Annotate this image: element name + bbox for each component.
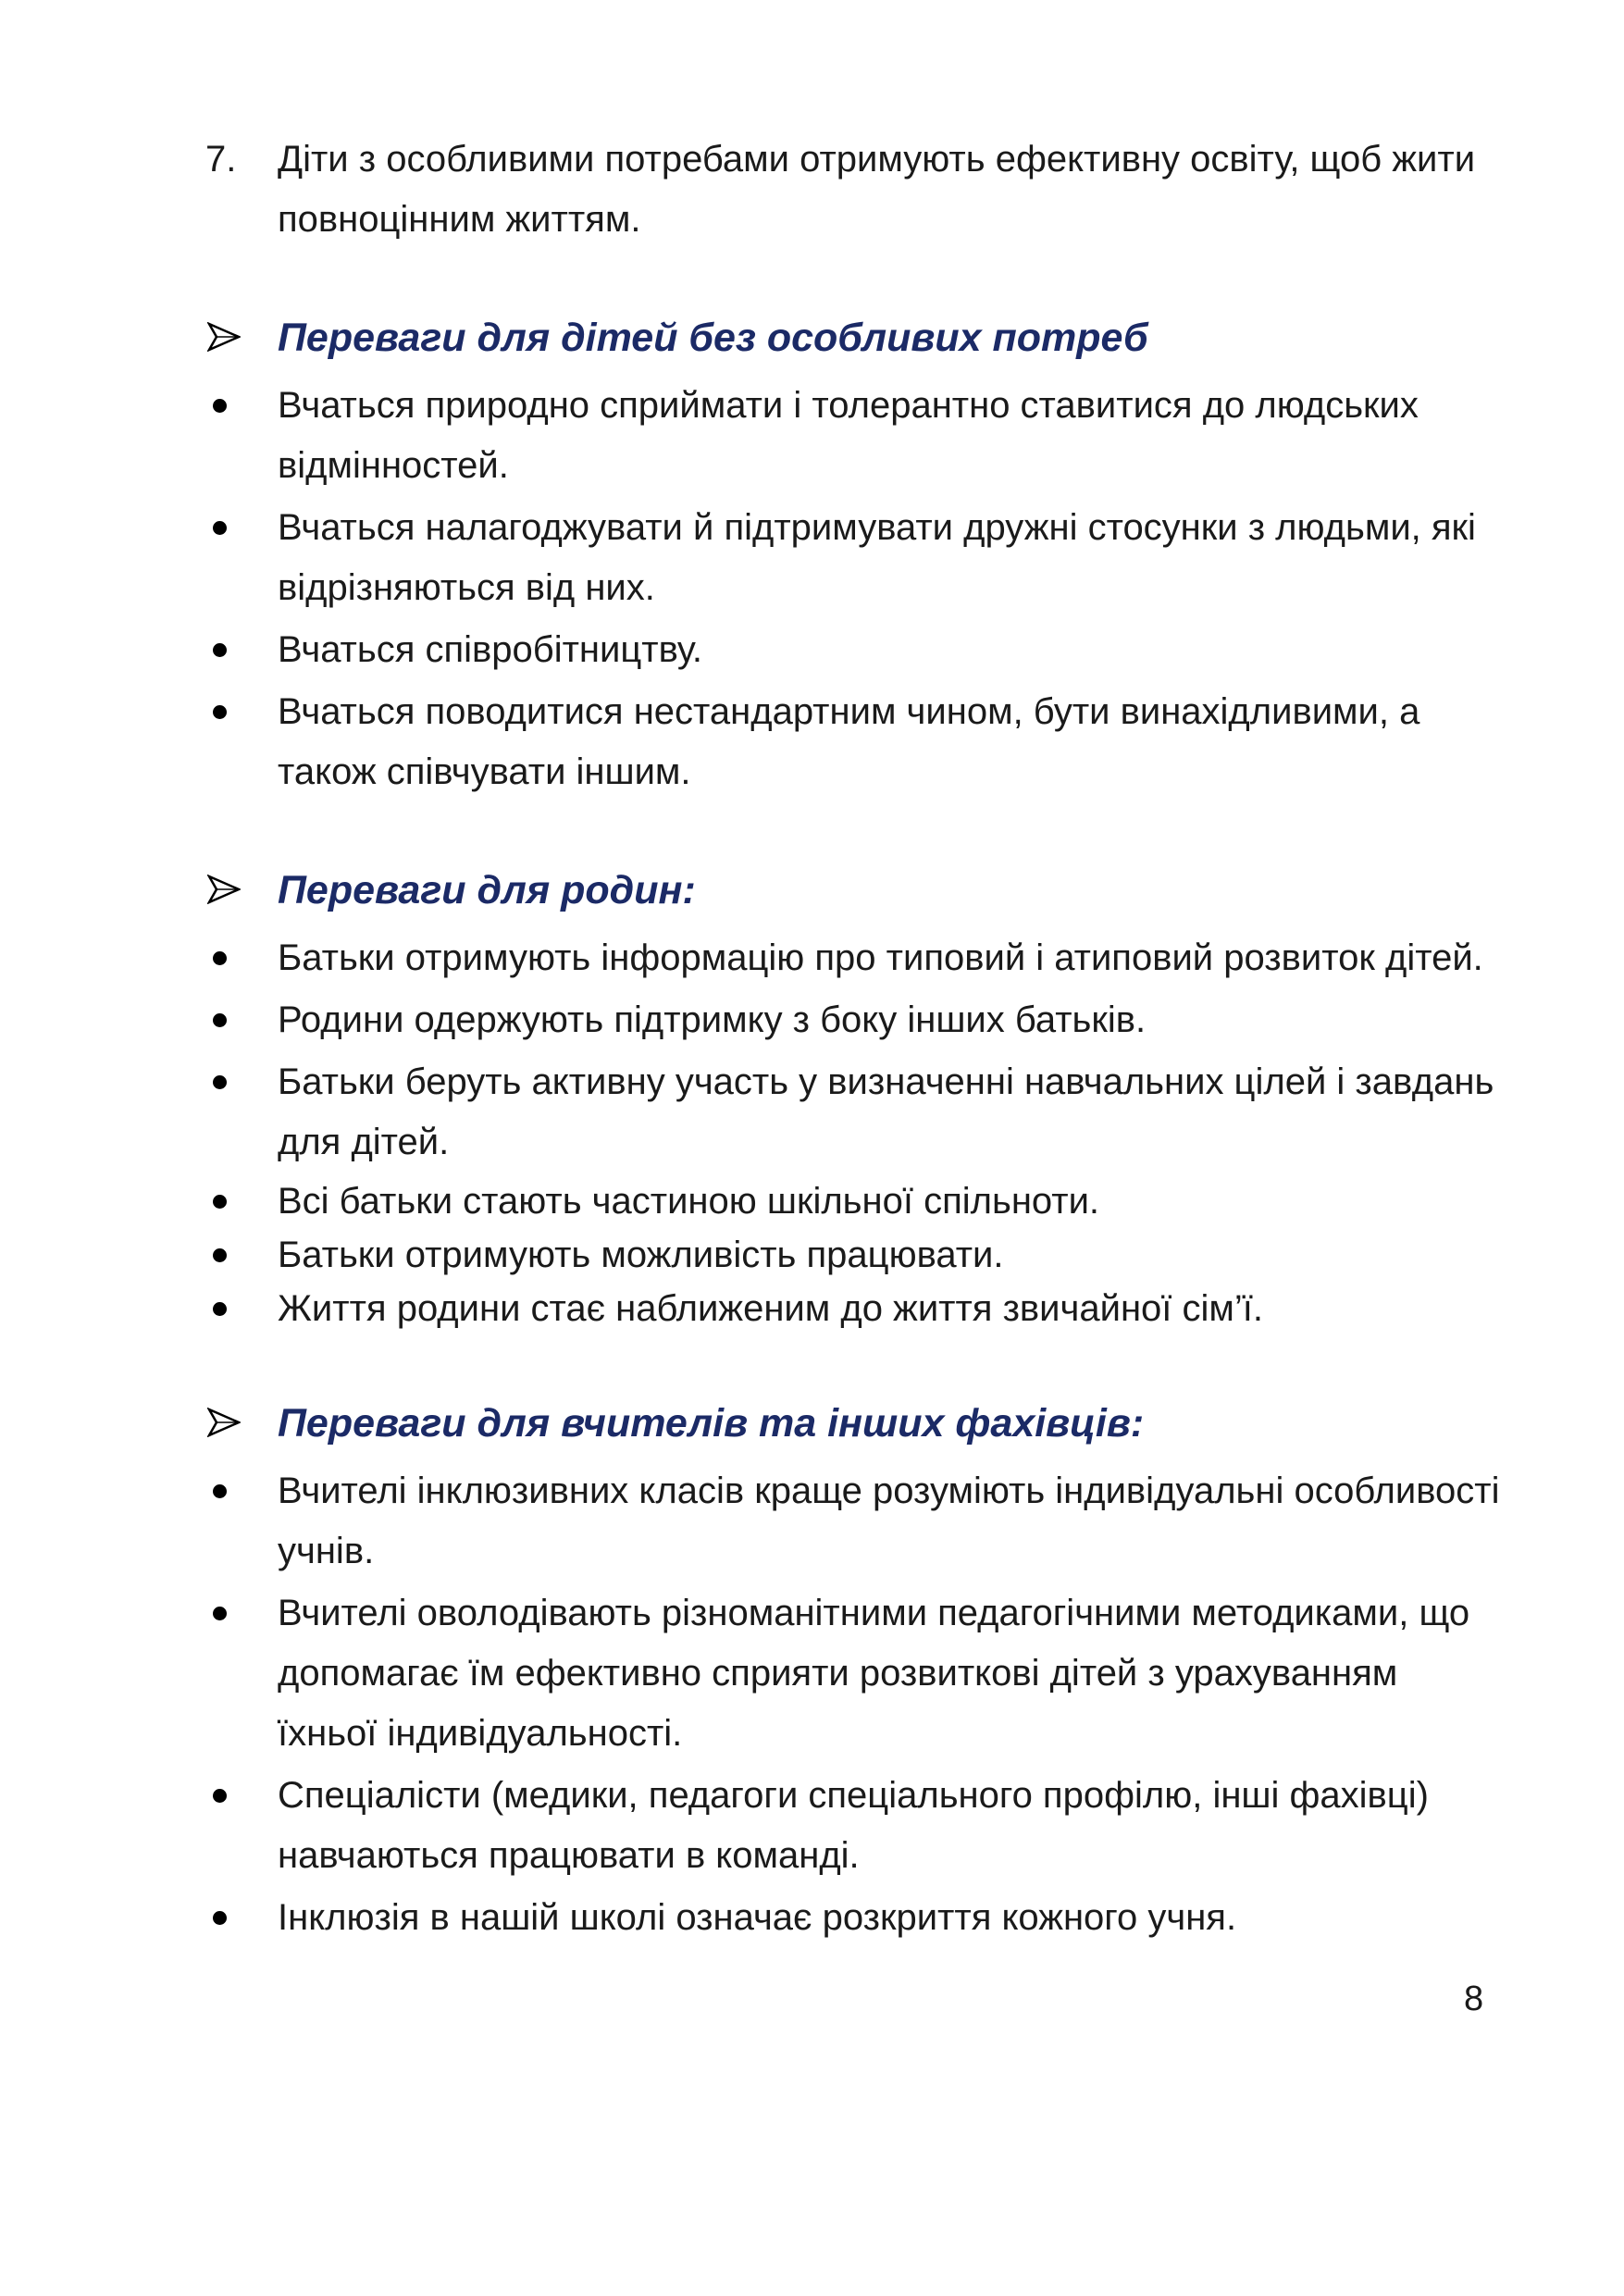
list-item: [205, 376, 1501, 496]
bullet-dot-icon: [213, 399, 227, 413]
bullet-list: [205, 1461, 1501, 1948]
arrow-bullet-icon: [207, 322, 241, 352]
list-item: [205, 1174, 1501, 1228]
list-item: [205, 990, 1501, 1050]
list-item: [205, 928, 1501, 988]
list-item-text: Життя родини стає наближеним до життя звичайної сім’ї.: [278, 1288, 1263, 1329]
arrow-bullet-icon: [207, 1408, 241, 1437]
section-heading: [205, 858, 1501, 923]
list-item-text: Вчаться поводитися нестандартним чином, бути винахідливими, а також співчувати іншим.: [278, 691, 1420, 792]
list-item-text: Вчаться налагоджувати й підтримувати дружні стосунки з людьми, які відрізняються від них.: [278, 507, 1476, 608]
list-item-text: Всі батьки стають частиною шкільної спільноти.: [278, 1181, 1100, 1222]
page-number: 8: [1464, 1980, 1484, 2018]
list-item-text: Вчителі інклюзивних класів краще розуміють індивідуальні особливості учнів.: [278, 1471, 1500, 1571]
list-item: [205, 682, 1501, 802]
section-families: [205, 858, 1501, 1335]
section-heading: [205, 1391, 1501, 1456]
bullet-dot-icon: [213, 1248, 227, 1262]
list-item-text: Батьки отримують інформацію про типовий і атиповий розвиток дітей.: [278, 937, 1483, 978]
bullet-dot-icon: [213, 1789, 227, 1803]
list-item: [205, 1583, 1501, 1764]
bullet-dot-icon: [213, 1195, 227, 1209]
list-item-text: Родини одержують підтримку з боку інших батьків.: [278, 999, 1147, 1040]
section-teachers-and-specialists: [205, 1391, 1501, 1948]
list-item-text: Батьки отримують можливість працювати.: [278, 1235, 1004, 1275]
list-item-text: Діти з особливими потребами отримують ефективну освіту, щоб жити повноцінним життям.: [278, 139, 1476, 240]
page-content: [205, 130, 1501, 1950]
bullet-list: [205, 1174, 1501, 1335]
list-item-text: Вчителі оволодівають різноманітними педагогічними методиками, що допомагає їм ефективно сприяти розвиткові дітей з урахуванням їхньої індивідуальності.: [278, 1593, 1470, 1754]
bullet-dot-icon: [213, 521, 227, 535]
list-item: [205, 1282, 1501, 1335]
section-heading-text: Переваги для родин:: [278, 868, 696, 912]
section-heading: [205, 305, 1501, 370]
bullet-dot-icon: [213, 1075, 227, 1089]
list-item: [205, 1461, 1501, 1582]
list-item-text: Спеціалісти (медики, педагоги спеціального профілю, інші фахівці) навчаються працювати в команді.: [278, 1775, 1429, 1876]
list-item-text: Вчаться природно сприймати і толерантно ставитися до людських відмінностей.: [278, 385, 1419, 486]
bullet-list: [205, 376, 1501, 802]
list-number: 7.: [205, 139, 237, 180]
list-item: [205, 498, 1501, 618]
list-item: [205, 620, 1501, 680]
bullet-dot-icon: [213, 643, 227, 657]
bullet-list: [205, 928, 1501, 1173]
list-item: [205, 1766, 1501, 1886]
list-item: [205, 1052, 1501, 1173]
section-heading-text: Переваги для дітей без особливих потреб: [278, 316, 1148, 360]
list-item: [205, 1228, 1501, 1282]
section-children-without-special-needs: [205, 305, 1501, 802]
bullet-dot-icon: [213, 1302, 227, 1316]
list-item-text: Батьки беруть активну участь у визначенні навчальних цілей і завдань для дітей.: [278, 1061, 1494, 1162]
bullet-dot-icon: [213, 951, 227, 965]
list-item: [205, 1888, 1501, 1948]
bullet-dot-icon: [213, 705, 227, 719]
bullet-dot-icon: [213, 1013, 227, 1027]
bullet-dot-icon: [213, 1911, 227, 1925]
list-item-text: Вчаться співробітництву.: [278, 629, 703, 670]
numbered-list-item: [205, 130, 1501, 250]
section-heading-text: Переваги для вчителів та інших фахівців:: [278, 1401, 1145, 1446]
arrow-bullet-icon: [207, 875, 241, 904]
bullet-dot-icon: [213, 1607, 227, 1620]
list-item-text: Інклюзія в нашій школі означає розкриття кожного учня.: [278, 1897, 1237, 1938]
bullet-dot-icon: [213, 1484, 227, 1498]
